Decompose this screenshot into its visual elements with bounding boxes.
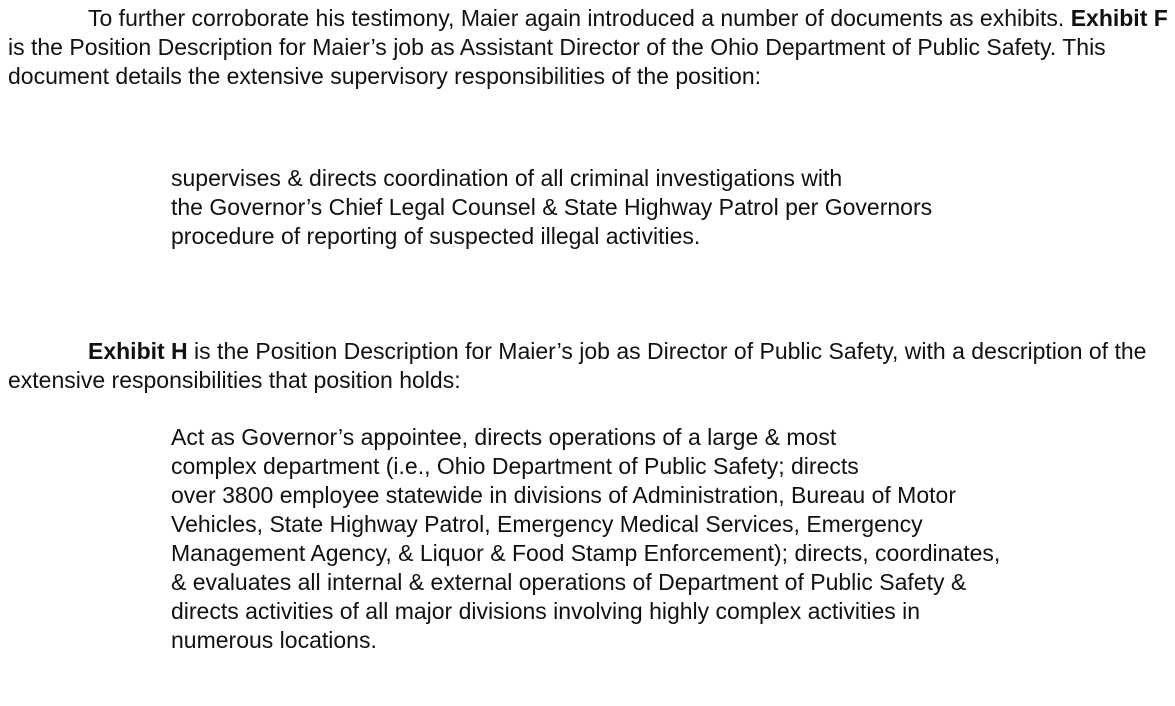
quote-2-line: over 3800 employee statewide in divisions of Administration, Bureau of Motor xyxy=(171,482,956,508)
quote-2-line: numerous locations. xyxy=(171,627,377,653)
block-quote-exhibit-f xyxy=(171,164,1161,251)
exhibit-h-label: Exhibit H xyxy=(88,338,188,364)
paragraph-exhibit-f xyxy=(8,4,1168,91)
quote-1-line: supervises & directs coordination of all criminal investigations with xyxy=(171,165,843,191)
quote-1-line: the Governor’s Chief Legal Counsel & State Highway Patrol per Governors xyxy=(171,194,933,220)
paragraph-2-body-text: is the Position Description for Maier’s job as Director of Public Safety, with a description of the extensive responsibilities that position holds: xyxy=(8,338,1147,393)
quote-2-line: Management Agency, & Liquor & Food Stamp Enforcement); directs, coordinates, xyxy=(171,540,1001,566)
quote-2-line: Act as Governor’s appointee, directs operations of a large & most xyxy=(171,424,837,450)
quote-2-line: Vehicles, State Highway Patrol, Emergency Medical Services, Emergency xyxy=(171,511,923,537)
block-quote-exhibit-h xyxy=(171,423,1161,655)
quote-2-line: & evaluates all internal & external operations of Department of Public Safety & xyxy=(171,569,967,595)
paragraph-1-body-text: is the Position Description for Maier’s job as Assistant Director of the Ohio Department of Public Safety. This document details the extensive supervisory responsibilities of the position: xyxy=(8,34,1106,89)
quote-2-line: directs activities of all major divisions involving highly complex activities in xyxy=(171,598,921,624)
quote-2-line: complex department (i.e., Ohio Department of Public Safety; directs xyxy=(171,453,859,479)
paragraph-1-lead-text: To further corroborate his testimony, Maier again introduced a number of documents as exhibits. xyxy=(88,5,1071,31)
paragraph-exhibit-h xyxy=(8,337,1168,395)
exhibit-f-label: Exhibit F xyxy=(1070,5,1168,31)
quote-1-line: procedure of reporting of suspected illegal activities. xyxy=(171,223,701,249)
